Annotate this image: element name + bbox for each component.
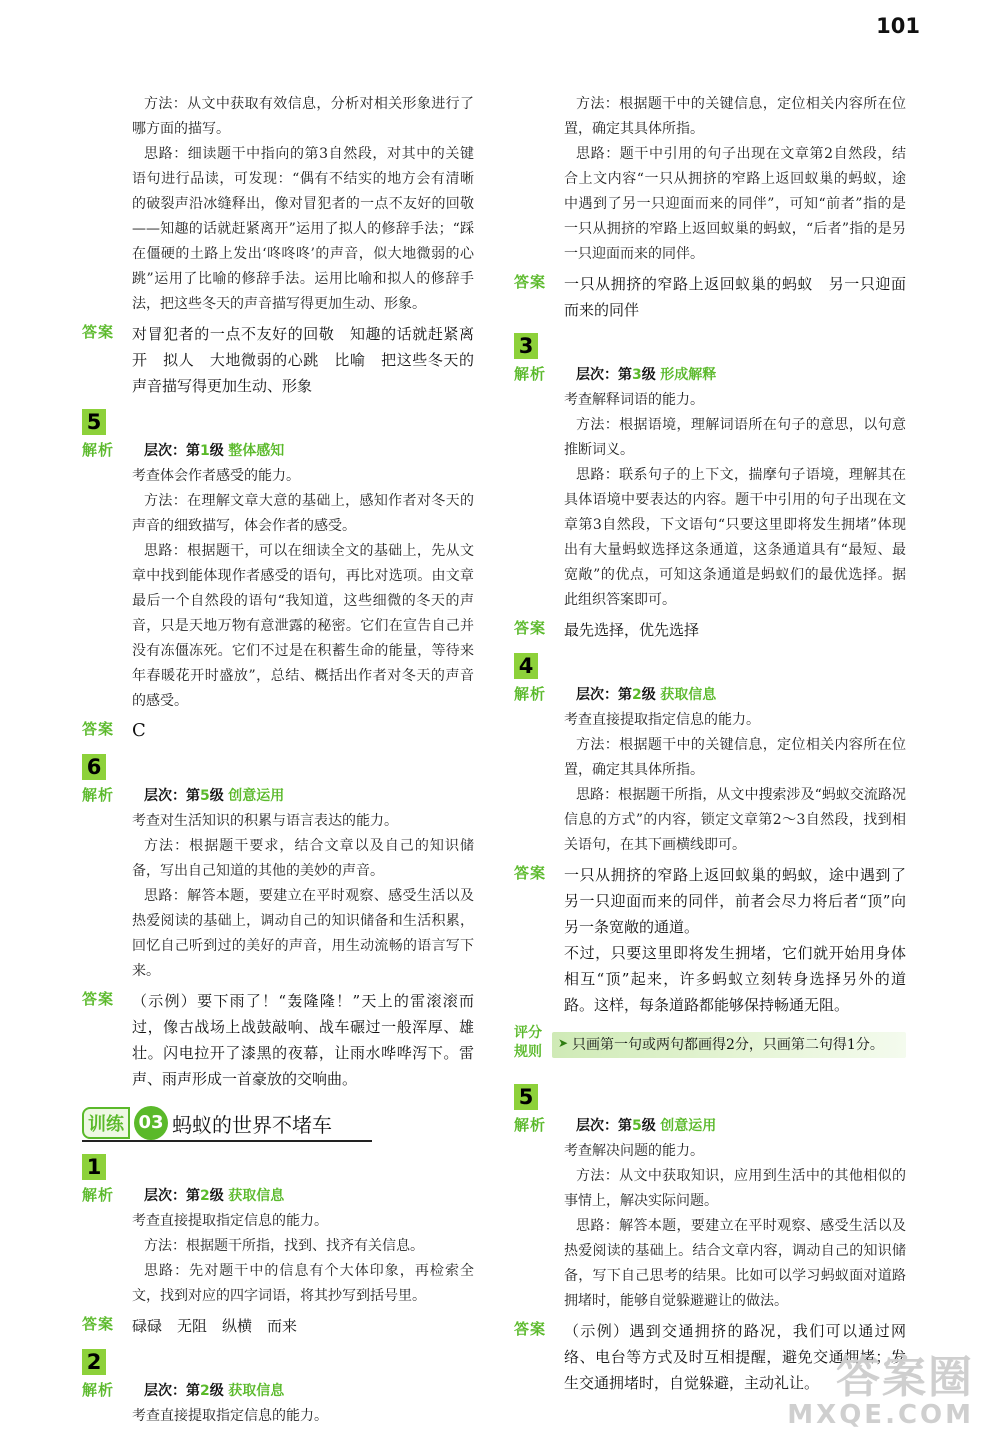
intro-text: 考查对生活知识的积累与语言表达的能力。 bbox=[132, 813, 398, 829]
answer-tag: 答案 bbox=[514, 864, 547, 882]
left-top-analysis bbox=[82, 92, 474, 317]
answer-text: C bbox=[132, 720, 146, 741]
method-text: 方法：根据语境，理解词语所在句子的意思，以句意推断词义。 bbox=[564, 417, 906, 458]
answer-text: 碌碌 无阻 纵横 而来 bbox=[132, 1317, 298, 1335]
reasoning-text: 思路：根据题干，可以在细读全文的基础上，先从文章中找到能体现作者感受的语句，再比对选项。由文章最后一个自然段的语句“我知道，这些细微的冬天的声音，只是天地万物有意泄露的秘密。它们在宣告自己并没有冻僵冻死。它们不过是在积蓄生命的能量，等待来年春暖花开时盛放”，总结、概括出作者对冬天的声音的感受。 bbox=[132, 543, 474, 709]
question-number-5: 5 bbox=[514, 1084, 538, 1110]
left-top-answer bbox=[82, 321, 474, 399]
page-number: 101 bbox=[876, 14, 920, 38]
analysis-tag: 解析 bbox=[514, 365, 547, 383]
analysis-tag: 解析 bbox=[514, 685, 547, 703]
reasoning-text: 思路：解答本题，要建立在平时观察、感受生活以及热爱阅读的基础上。结合文章内容，调动自己的知识储备，写下自己思考的结果。比如可以学习蚂蚁面对道路拥堵时，能够自觉躲避避让的做法。 bbox=[564, 1218, 906, 1309]
section-header bbox=[82, 1106, 372, 1142]
analysis-tag: 解析 bbox=[82, 786, 115, 804]
level-line: 层次：第3级 形成解释 bbox=[576, 367, 717, 383]
answer-tag: 答案 bbox=[514, 619, 547, 637]
level-line: 层次：第1级 整体感知 bbox=[144, 443, 285, 459]
analysis-tag: 解析 bbox=[82, 441, 115, 459]
scoring-rule bbox=[514, 1024, 906, 1068]
intro-text: 考查解释词语的能力。 bbox=[564, 392, 704, 408]
watermark-title: 答案圈 bbox=[836, 1352, 974, 1403]
answer-tag: 答案 bbox=[82, 720, 115, 738]
reasoning-text: 思路：解答本题，要建立在平时观察、感受生活以及热爱阅读的基础上，调动自己的知识储备和生活积累，回忆自己听到过的美好的声音，用生动流畅的语言写下来。 bbox=[132, 888, 474, 979]
level-line: 层次：第5级 创意运用 bbox=[144, 788, 285, 804]
scoring-rule-label: 评分 规则 bbox=[514, 1025, 542, 1060]
intro-text: 考查直接提取指定信息的能力。 bbox=[132, 1213, 328, 1229]
reasoning-text: 思路：题干中引用的句子出现在文章第2自然段，结合上文内容“一只从拥挤的窄路上返回蚁巢的蚂蚁，途中遇到了另一只迎面而来的同伴”，可知“前者”指的是一只从拥挤的窄路上返回蚁巢的蚂蚁，“后者”指的是另一只迎面而来的同伴。 bbox=[564, 146, 906, 262]
q3-answer bbox=[514, 617, 906, 643]
method-text: 方法：根据题干中的关键信息，定位相关内容所在位置，确定其具体所指。 bbox=[564, 737, 906, 778]
q3-analysis bbox=[514, 363, 906, 613]
section-number: 03 bbox=[134, 1106, 168, 1140]
level-line: 层次：第5级 创意运用 bbox=[576, 1118, 717, 1134]
answer-text: （示例）遇到交通拥挤的路况，我们可以通过网络、电台等方式及时互相提醒，避免交通拥堵；发生交通拥堵时，自觉躲避，主动礼让。 bbox=[564, 1322, 906, 1392]
q4-analysis bbox=[514, 683, 906, 858]
intro-text: 考查体会作者感受的能力。 bbox=[132, 468, 300, 484]
reasoning-text: 思路：根据题干所指，从文中搜索涉及“蚂蚁交流路况信息的方式”的内容，锁定文章第2～3自然段，找到相关语句，在其下画横线即可。 bbox=[564, 787, 906, 853]
q4-answer bbox=[514, 862, 906, 1018]
left-column bbox=[82, 92, 474, 1433]
answer-text: 一只从拥挤的窄路上返回蚁巢的蚂蚁 另一只迎面而来的同伴 bbox=[564, 275, 906, 319]
analysis-tag: 解析 bbox=[514, 1116, 547, 1134]
q6-answer bbox=[82, 988, 474, 1092]
answer-text: （示例）要下雨了！“轰隆隆！”天上的雷滚滚而过，像古战场上战鼓敲响、战车碾过一般浑厚、雄壮。闪电拉开了漆黑的夜幕，让雨水哗哗泻下。雷声、雨声形成一首豪放的交响曲。 bbox=[132, 992, 474, 1088]
watermark-logo bbox=[787, 1352, 974, 1430]
q6-analysis bbox=[82, 784, 474, 984]
intro-text: 考查解决问题的能力。 bbox=[564, 1143, 704, 1159]
reasoning-text: 思路：先对题干中的信息有个大体印象，再检索全文，找到对应的四字词语，将其抄写到括号里。 bbox=[132, 1263, 474, 1304]
answer-text: 一只从拥挤的窄路上返回蚁巢的蚂蚁，途中遇到了另一只迎面而来的同伴，前者会尽力将后者“顶”向另一条宽敞的通道。 bbox=[564, 866, 906, 936]
method-text: 方法：在理解文章大意的基础上，感知作者对冬天的声音的细致描写，体会作者的感受。 bbox=[132, 493, 474, 534]
level-line: 层次：第2级 获取信息 bbox=[144, 1188, 285, 1204]
question-number-2: 2 bbox=[82, 1349, 106, 1375]
question-number-5: 5 bbox=[82, 409, 106, 435]
question-number-4: 4 bbox=[514, 653, 538, 679]
right-top-analysis bbox=[514, 92, 906, 267]
arrow-icon: ➤ bbox=[558, 1036, 569, 1050]
answer-text-2: 不过，只要这里即将发生拥堵，它们就开始用身体相互“顶”起来，许多蚂蚁立刻转身选择另外的道路。这样，每条道路都能够保持畅通无阻。 bbox=[564, 944, 906, 1014]
intro-text: 考查直接提取指定信息的能力。 bbox=[132, 1408, 328, 1424]
analysis-tag: 解析 bbox=[82, 1381, 115, 1399]
reasoning-text: 思路：联系句子的上下文，揣摩句子语境，理解其在具体语境中要表达的内容。题干中引用的句子出现在文章第3自然段，下文语句“只要这里即将发生拥堵”体现出有大量蚂蚁选择这条通道，这条通道具有“最短、最宽敞”的优点，可知这条通道是蚂蚁们的最优选择。据此组织答案即可。 bbox=[564, 467, 906, 608]
answer-tag: 答案 bbox=[514, 273, 547, 291]
method-text: 方法：从文中获取有效信息，分析对相关形象进行了哪方面的描写。 bbox=[132, 96, 474, 137]
scoring-rule-text: 只画第一句或两句都画得2分，只画第二句得1分。 bbox=[572, 1037, 884, 1053]
right-column bbox=[514, 92, 906, 1400]
method-text: 方法：从文中获取知识，应用到生活中的其他相似的事情上，解决实际问题。 bbox=[564, 1168, 906, 1209]
q5-analysis bbox=[82, 439, 474, 714]
method-text: 方法：根据题干要求，结合文章以及自己的知识储备，写出自己知道的其他的美妙的声音。 bbox=[132, 838, 474, 879]
question-number-3: 3 bbox=[514, 333, 538, 359]
answer-tag: 答案 bbox=[82, 323, 115, 341]
s1-analysis bbox=[82, 1184, 474, 1309]
method-text: 方法：根据题干中的关键信息，定位相关内容所在位置，确定其具体所指。 bbox=[564, 96, 906, 137]
level-line: 层次：第2级 获取信息 bbox=[144, 1383, 285, 1399]
question-number-1: 1 bbox=[82, 1154, 106, 1180]
answer-tag: 答案 bbox=[82, 990, 115, 1008]
level-line: 层次：第2级 获取信息 bbox=[576, 687, 717, 703]
answer-text: 对冒犯者的一点不友好的回敬 知趣的话就赶紧离开 拟人 大地微弱的心跳 比喻 把这些冬天的声音描写得更加生动、形象 bbox=[132, 325, 474, 395]
method-text: 方法：根据题干所指，找到、找齐有关信息。 bbox=[144, 1238, 424, 1254]
section-title: 蚂蚁的世界不堵车 bbox=[172, 1112, 332, 1137]
analysis-tag: 解析 bbox=[82, 1186, 115, 1204]
q5-answer bbox=[82, 718, 474, 744]
watermark-url: MXQE.COM bbox=[787, 1400, 974, 1430]
answer-tag: 答案 bbox=[82, 1315, 115, 1333]
answer-tag: 答案 bbox=[514, 1320, 547, 1338]
reasoning-text: 思路：细读题干中指向的第3自然段，对其中的关键语句进行品读，可发现：“偶有不结实的地方会有清晰的破裂声沿冰缝释出，像对冒犯者的一点不友好的回敬——知趣的话就赶紧离开”运用了拟人的修辞手法；“踩在僵硬的土路上发出‘咚咚咚’的声音，似大地微弱的心跳”运用了比喻的修辞手法。运用比喻和拟人的修辞手法，把这些冬天的声音描写得更加生动、形象。 bbox=[132, 146, 474, 312]
s2-analysis bbox=[82, 1379, 474, 1429]
intro-text: 考查直接提取指定信息的能力。 bbox=[564, 712, 760, 728]
right-top-answer bbox=[514, 271, 906, 323]
question-number-6: 6 bbox=[82, 754, 106, 780]
r-q5-analysis bbox=[514, 1114, 906, 1314]
s1-answer bbox=[82, 1313, 474, 1339]
answer-text: 最先选择，优先选择 bbox=[564, 621, 700, 639]
section-label: 训练 bbox=[82, 1107, 130, 1139]
